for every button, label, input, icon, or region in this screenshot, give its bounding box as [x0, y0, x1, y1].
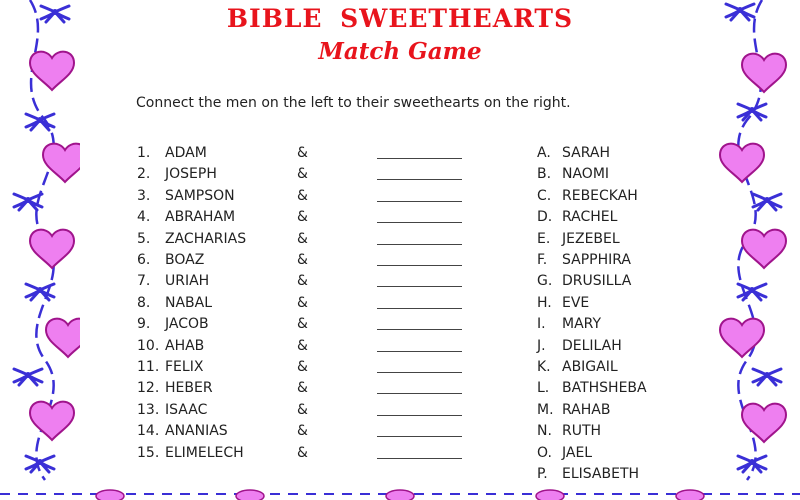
woman-letter: O. — [537, 444, 552, 461]
man-name: ZACHARIAS — [165, 230, 247, 247]
man-number: 3. — [137, 187, 151, 204]
woman-row — [0, 231, 800, 252]
woman-name: JEZEBEL — [562, 230, 620, 247]
woman-row — [0, 316, 800, 337]
man-name: ABRAHAM — [165, 209, 236, 226]
woman-name: SAPPHIRA — [562, 252, 632, 268]
ampersand: & — [297, 423, 308, 440]
woman-name: EVE — [562, 294, 590, 311]
woman-letter: C. — [537, 187, 552, 204]
ampersand: & — [297, 294, 308, 311]
man-name: ADAM — [165, 145, 207, 161]
man-name: ANANIAS — [165, 423, 228, 440]
woman-letter: M. — [537, 401, 554, 418]
ampersand: & — [297, 444, 308, 461]
ampersand: & — [297, 145, 308, 161]
man-number: 15. — [137, 444, 160, 461]
man-number: 11. — [137, 359, 160, 375]
ampersand: & — [297, 187, 308, 204]
man-number: 12. — [137, 380, 160, 397]
man-name: FELIX — [165, 359, 204, 375]
woman-letter: F. — [537, 252, 548, 268]
woman-row — [0, 338, 800, 359]
ampersand: & — [297, 401, 308, 418]
ampersand: & — [297, 209, 308, 226]
ampersand: & — [297, 273, 308, 290]
man-number: 13. — [137, 401, 160, 418]
woman-row — [0, 423, 800, 444]
woman-row — [0, 252, 800, 273]
man-name: HEBER — [165, 380, 213, 397]
man-number: 5. — [137, 230, 151, 247]
woman-letter: D. — [537, 209, 553, 226]
woman-name: JAEL — [562, 444, 593, 461]
woman-name: RUTH — [562, 423, 602, 440]
woman-name: NAOMI — [562, 166, 610, 183]
man-name: JOSEPH — [165, 166, 217, 183]
woman-letter: E. — [537, 230, 551, 247]
woman-row — [0, 295, 800, 316]
woman-row — [0, 166, 800, 187]
man-name: AHAB — [165, 337, 205, 354]
woman-row — [0, 466, 800, 487]
man-name: SAMPSON — [165, 187, 235, 204]
woman-letter: P. — [537, 466, 548, 482]
woman-letter: B. — [537, 166, 552, 183]
man-name: ISAAC — [165, 401, 208, 418]
man-number: 8. — [137, 294, 151, 311]
man-name: BOAZ — [165, 252, 205, 268]
woman-name: DELILAH — [562, 337, 622, 354]
man-number: 2. — [137, 166, 151, 183]
woman-name: MARY — [562, 316, 602, 333]
woman-row — [0, 359, 800, 380]
man-name: NABAL — [165, 294, 213, 311]
man-name: URIAH — [165, 273, 210, 290]
woman-name: ELISABETH — [562, 466, 640, 482]
woman-letter: A. — [537, 145, 551, 161]
man-number: 7. — [137, 273, 151, 290]
woman-letter: L. — [537, 380, 550, 397]
page-subtitle: Match Game — [318, 38, 482, 65]
man-number: 1. — [137, 145, 151, 161]
woman-letter: G. — [537, 273, 553, 290]
ampersand: & — [297, 337, 308, 354]
woman-name: DRUSILLA — [562, 273, 632, 290]
woman-name: REBECKAH — [562, 187, 638, 204]
woman-row — [0, 380, 800, 401]
man-number: 6. — [137, 252, 151, 268]
woman-name: ABIGAIL — [562, 359, 618, 375]
ampersand: & — [297, 230, 308, 247]
man-number: 9. — [137, 316, 151, 333]
man-name: ELIMELECH — [165, 444, 244, 461]
woman-letter: H. — [537, 294, 552, 311]
man-name: JACOB — [165, 316, 209, 333]
woman-row — [0, 188, 800, 209]
man-number: 10. — [137, 337, 160, 354]
woman-name: RAHAB — [562, 401, 611, 418]
ampersand: & — [297, 316, 308, 333]
ampersand: & — [297, 166, 308, 183]
woman-row — [0, 273, 800, 294]
woman-row — [0, 145, 800, 166]
woman-letter: J. — [537, 337, 546, 354]
page-title: BIBLE SWEETHEARTS — [226, 4, 574, 33]
man-number: 4. — [137, 209, 151, 226]
woman-name: SARAH — [562, 145, 610, 161]
ampersand: & — [297, 252, 308, 268]
woman-name: BATHSHEBA — [562, 380, 647, 397]
woman-row — [0, 445, 800, 466]
ampersand: & — [297, 380, 308, 397]
woman-letter: I. — [537, 316, 546, 333]
instructions-text: Connect the men on the left to their sweethearts on the right. — [136, 95, 571, 111]
woman-letter: N. — [537, 423, 552, 440]
woman-row — [0, 209, 800, 230]
man-number: 14. — [137, 423, 160, 440]
woman-letter: K. — [537, 359, 551, 375]
woman-row — [0, 402, 800, 423]
woman-name: RACHEL — [562, 209, 618, 226]
ampersand: & — [297, 359, 308, 375]
